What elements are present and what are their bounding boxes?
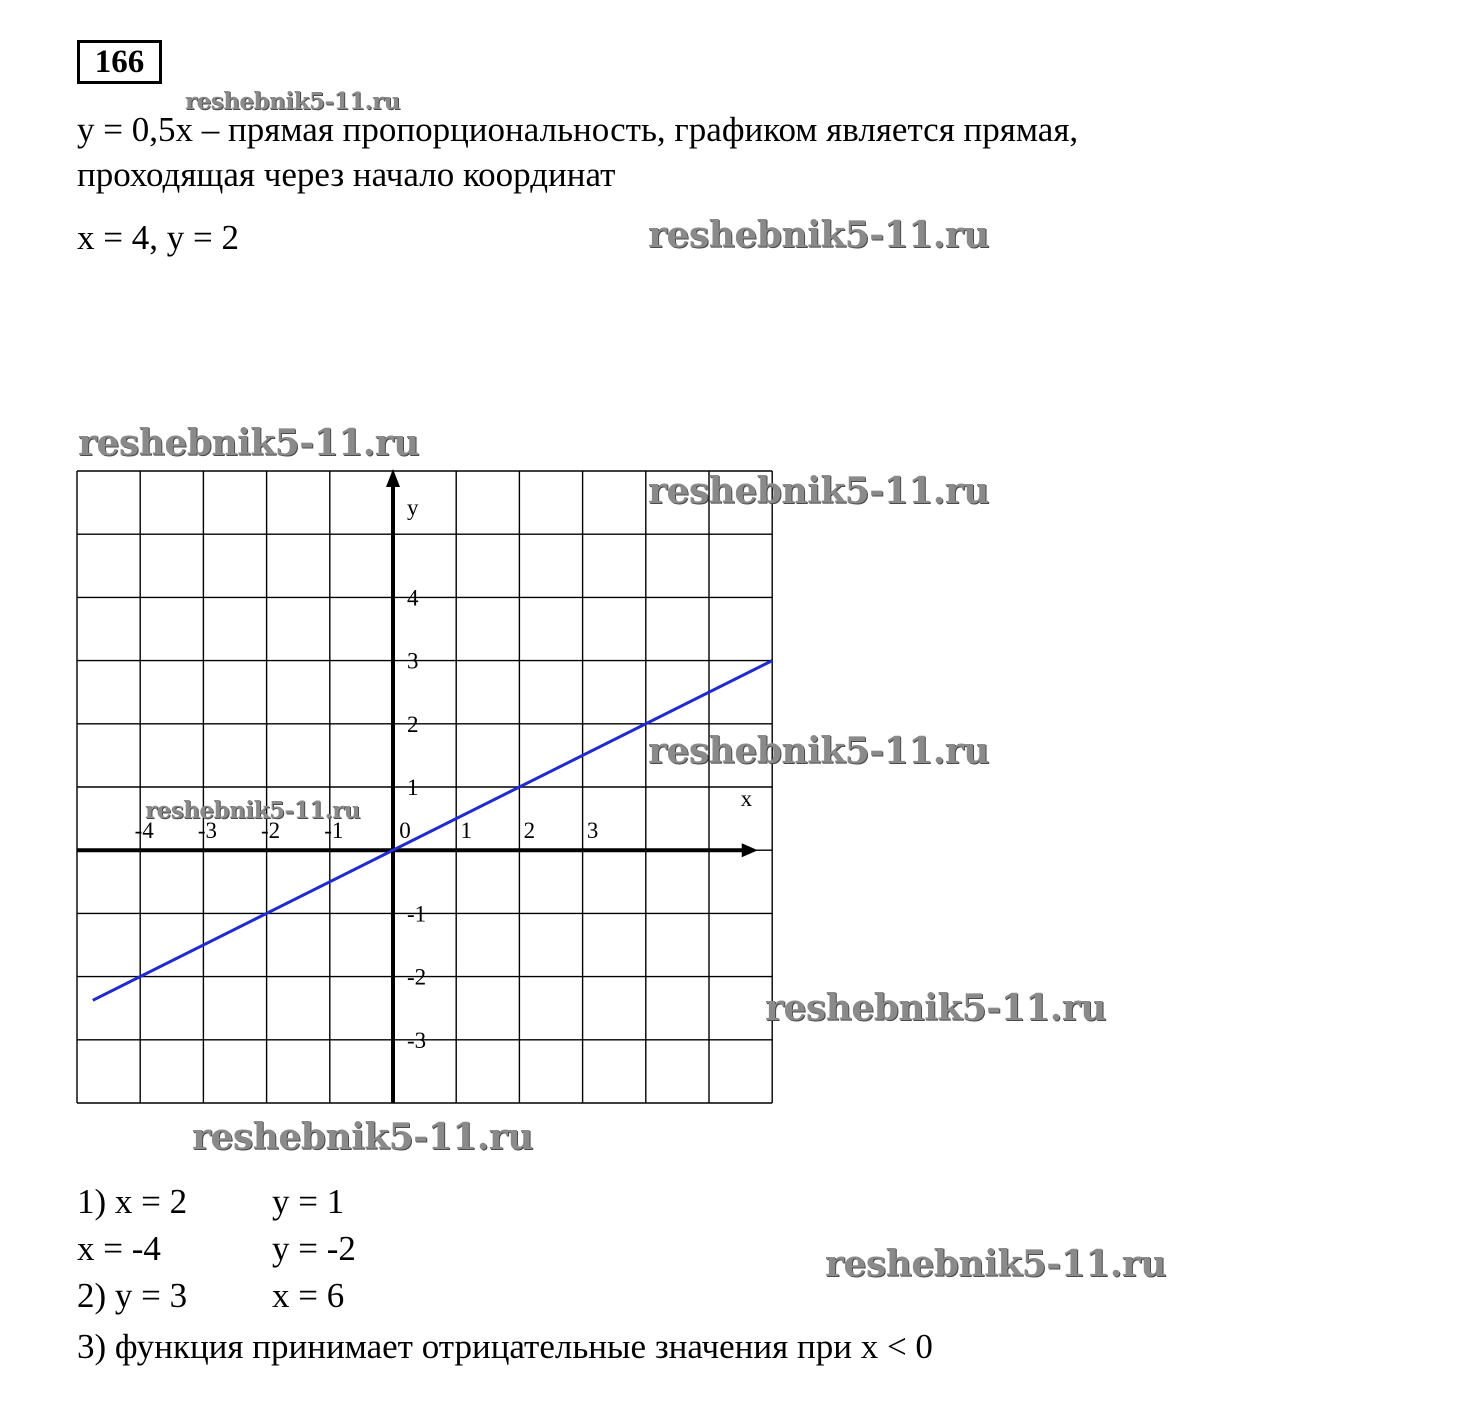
answer-4: 3) функция принимает отрицательные значения при x < 0 — [77, 1327, 933, 1366]
x-tick-label: 3 — [586, 818, 599, 844]
x-axis-arrow — [742, 843, 758, 857]
problem-number: 166 — [77, 40, 162, 84]
watermark: reshebnik5-11.ru — [648, 470, 989, 512]
watermark: reshebnik5-11.ru — [192, 1116, 533, 1158]
y-tick-label: -1 — [407, 901, 427, 927]
x-tick-label: 0 — [399, 818, 411, 844]
watermark: reshebnik5-11.ru — [648, 214, 989, 256]
x-axis-label: x — [740, 785, 753, 811]
x-tick-label: -2 — [261, 818, 281, 844]
y-tick-label: 4 — [407, 585, 419, 611]
statement-line-1: y = 0,5x – прямая пропорциональность, графиком является прямая, — [77, 110, 1079, 149]
answer-2-left: x = -4 — [77, 1229, 161, 1268]
watermark: reshebnik5-11.ru — [765, 987, 1106, 1029]
y-tick-label: 3 — [407, 648, 419, 674]
watermark: reshebnik5-11.ru — [185, 88, 400, 115]
y-tick-label: 1 — [407, 775, 419, 800]
y-tick-label: 2 — [407, 711, 419, 737]
watermark: reshebnik5-11.ru — [78, 422, 419, 464]
answer-1-right: y = 1 — [272, 1182, 345, 1221]
x-tick-label: 2 — [523, 818, 536, 844]
y-axis-label: y — [407, 495, 419, 521]
function-line — [93, 661, 772, 1001]
answer-2-right: y = -2 — [272, 1229, 356, 1268]
answer-1-left: 1) x = 2 — [77, 1182, 188, 1221]
y-tick-label: -3 — [407, 1027, 427, 1053]
answer-3-right: x = 6 — [272, 1276, 345, 1315]
point-values: x = 4, y = 2 — [77, 218, 239, 257]
statement-line-2: проходящая через начало координат — [77, 155, 616, 194]
watermark: reshebnik5-11.ru — [648, 730, 989, 772]
x-tick-label: -1 — [324, 818, 344, 844]
watermark: reshebnik5-11.ru — [145, 797, 360, 824]
x-tick-label: -4 — [134, 818, 154, 844]
y-axis-arrow — [386, 469, 400, 487]
watermark: reshebnik5-11.ru — [825, 1243, 1166, 1285]
x-tick-label: -3 — [197, 818, 217, 844]
y-tick-label: -2 — [407, 964, 427, 990]
x-tick-label: 1 — [460, 818, 472, 844]
answer-3-left: 2) y = 3 — [77, 1276, 188, 1315]
